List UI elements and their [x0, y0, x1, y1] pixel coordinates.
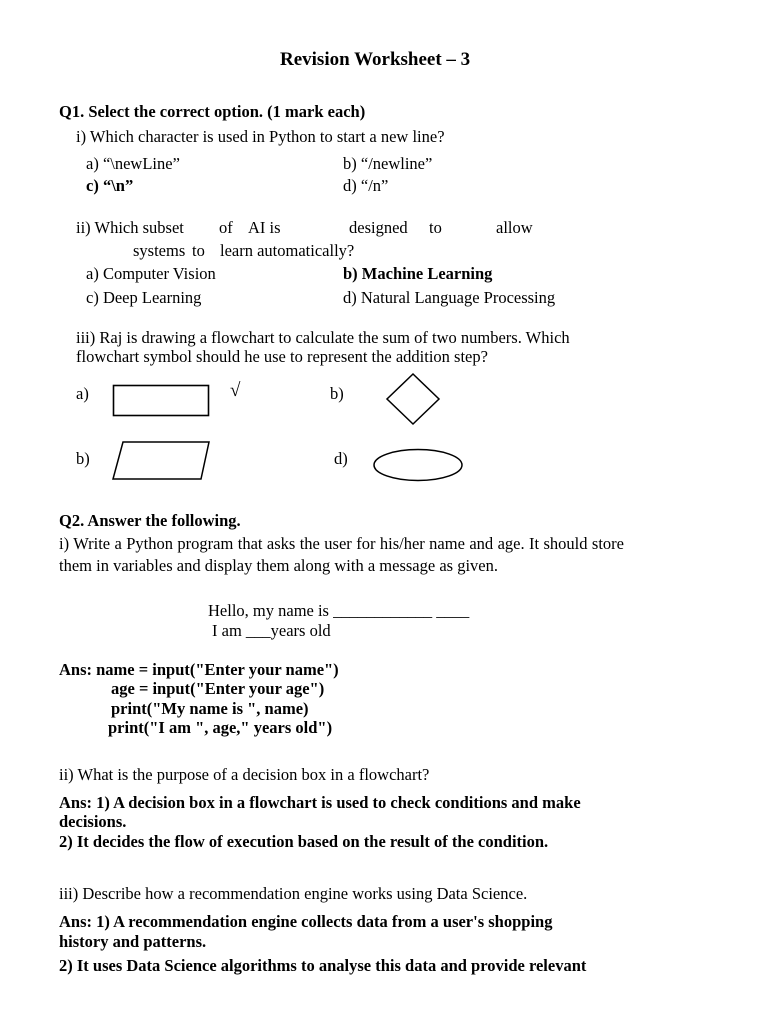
q1-ii-word: learn automatically?	[220, 241, 355, 260]
q1-ii-word: systems	[133, 241, 186, 260]
q1-iii-option-b-label: b)	[330, 384, 344, 403]
q2-ii-question: ii) What is the purpose of a decision box in a flowchart?	[59, 765, 430, 784]
q2-i-answer-line1: Ans: name = input("Enter your name")	[59, 660, 339, 679]
q2-ii-answer-line2: decisions.	[59, 812, 127, 831]
q1-heading: Q1. Select the correct option. (1 mark each)	[59, 102, 366, 121]
q1-iii-question-line2: flowchart symbol should he use to represent the addition step?	[76, 347, 488, 366]
q2-i-answer-line4: print("I am ", age," years old")	[108, 718, 333, 737]
q1-i-option-b: b) “/newline”	[343, 154, 433, 173]
process-rectangle-icon	[112, 384, 212, 418]
page-title: Revision Worksheet – 3	[280, 49, 471, 70]
q2-iii-answer-line3: 2) It uses Data Science algorithms to analyse this data and provide relevant	[59, 956, 587, 975]
q2-i-question: i) Write a Python program that asks the user for his/her name and age. It should store them in variables and display them along with a message as given.	[59, 534, 624, 575]
q1-i-option-d: d) “/n”	[343, 176, 389, 195]
terminator-oval-icon	[371, 446, 465, 484]
q2-iii-answer-line1: Ans: 1) A recommendation engine collects data from a user's shopping	[59, 912, 553, 931]
q2-ii-answer-line1: Ans: 1) A decision box in a flowchart is used to check conditions and make	[59, 793, 581, 812]
q1-iii-option-d-label: d)	[334, 449, 348, 468]
q1-ii-word: allow	[496, 218, 533, 237]
q2-i-sample-line2: I am ___years old	[212, 621, 331, 640]
q1-i-question: i) Which character is used in Python to start a new line?	[76, 127, 445, 146]
q2-i-answer-line2: age = input("Enter your age")	[111, 679, 325, 698]
q1-ii-word: to	[192, 241, 205, 260]
q2-iii-question: iii) Describe how a recommendation engine works using Data Science.	[59, 884, 528, 903]
q2-iii-answer-line2: history and patterns.	[59, 932, 207, 951]
parallelogram-icon	[110, 440, 214, 482]
q1-i-option-a: a) “\newLine”	[86, 154, 180, 173]
q1-ii-word: to	[429, 218, 442, 237]
q2-heading: Q2. Answer the following.	[59, 511, 241, 530]
q1-ii-option-b: b) Machine Learning	[343, 264, 493, 283]
q1-iii-option-c-label: b)	[76, 449, 90, 468]
q1-ii-option-a: a) Computer Vision	[86, 264, 216, 283]
q1-ii-option-d: d) Natural Language Processing	[343, 288, 556, 307]
q1-iii-option-a-label: a)	[76, 384, 89, 403]
q2-i-answer-line3: print("My name is ", name)	[111, 699, 309, 718]
decision-diamond-icon	[384, 372, 442, 426]
q1-ii-option-c: c) Deep Learning	[86, 288, 202, 307]
q1-ii-word: ii) Which subset	[76, 218, 184, 237]
q1-ii-word: AI is	[248, 218, 281, 237]
q1-ii-word: designed	[349, 218, 408, 237]
q1-i-option-c: c) “\n”	[86, 176, 134, 195]
q2-i-sample-line1: Hello, my name is ____________ ____	[208, 601, 470, 620]
q1-iii-question-line1: iii) Raj is drawing a flowchart to calculate the sum of two numbers. Which	[76, 328, 570, 347]
q2-ii-answer-line3: 2) It decides the flow of execution based on the result of the condition.	[59, 832, 549, 851]
q1-ii-word: of	[219, 218, 233, 237]
tick-mark: √	[230, 380, 241, 401]
